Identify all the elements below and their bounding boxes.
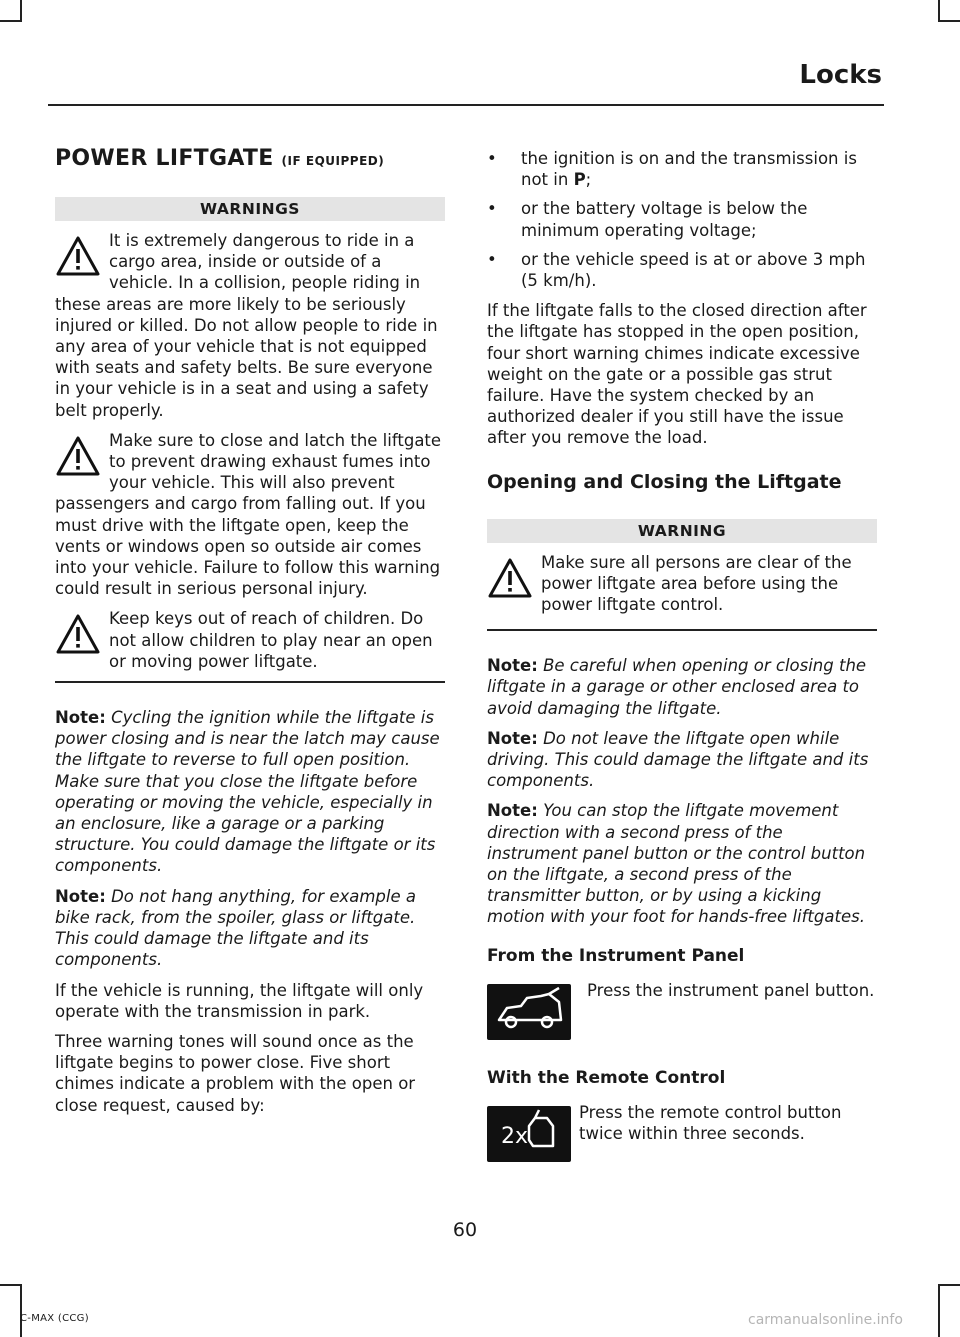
liftgate-button-icon: [487, 984, 571, 1040]
warning-triangle-icon: [55, 434, 101, 480]
warning-header: WARNING: [487, 519, 877, 543]
warnings-header: WARNINGS: [55, 197, 445, 221]
warning-block: [55, 430, 445, 600]
note-label: Note:: [487, 728, 538, 748]
note: [487, 655, 877, 719]
warning-block: [55, 608, 445, 672]
list-item-text: or the vehicle speed is at or above 3 mph (5 km/h).: [521, 249, 866, 291]
warning-text: Make sure to close and latch the liftgate to prevent drawing exhaust fumes into your vehicle. This will also prevent passengers and cargo from falling out. If you must drive with the liftgate open, keep the vents or windows open so outside air comes into your vehicle. Failure to follow this warning could result in serious personal injury.: [55, 430, 442, 599]
left-column: [55, 146, 445, 1125]
paragraph-tones: Three warning tones will sound once as the liftgate begins to power close. Five short chimes indicate a problem with the open or close request, caused by:: [55, 1031, 416, 1115]
section-title-text: POWER LIFTGATE: [55, 146, 274, 171]
note-text: Do not hang anything, for example a bike rack, from the spoiler, glass or liftgate. This could damage the liftgate and its components.: [55, 886, 416, 970]
note-label: Note:: [487, 801, 538, 821]
crop-mark: [938, 20, 960, 22]
crop-mark: [938, 0, 940, 22]
note-label: Note:: [55, 708, 106, 728]
warning-text: Keep keys out of reach of children. Do not allow children to play near an open or moving power liftgate.: [109, 609, 433, 671]
remote-icon-label: 2x: [501, 1123, 529, 1149]
bullet-marker: •: [487, 149, 497, 168]
list-item: [487, 148, 877, 190]
cause-list: [487, 148, 877, 291]
bullet-marker: •: [487, 199, 497, 219]
warnings-divider: [55, 681, 445, 683]
list-item: [487, 198, 877, 240]
note-text: Cycling the ignition while the liftgate is power closing and is near the latch may cause the liftgate to reverse to full open position. Make sure that you close the liftgate before operating or moving the vehicle, especially in an enclosure, like a garage or a parking structure. You could damage the liftgate or its components.: [55, 708, 440, 876]
crop-mark: [20, 0, 22, 22]
page-header-title: Locks: [799, 60, 882, 90]
list-item-bold: P: [573, 170, 586, 190]
crop-mark: [938, 1284, 960, 1286]
note: [487, 800, 877, 927]
note-label: Note:: [487, 656, 538, 676]
warning-triangle-icon: [55, 234, 101, 280]
note: [55, 707, 445, 877]
right-column: [487, 148, 877, 1174]
warning-triangle-icon: [55, 612, 101, 658]
warning-text: Make sure all persons are clear of the power liftgate area before using the power liftgate control.: [541, 552, 852, 615]
list-item-text: or the battery voltage is below the minimum operating voltage;: [521, 199, 808, 240]
paragraph-fall: If the liftgate falls to the closed direction after the liftgate has stopped in the open position, four short warning chimes indicate excessive weight on the gate or a possible gas strut failure. Have the system checked by an authorized dealer if you still have the issue after you remove the load.: [487, 301, 867, 448]
crop-mark: [938, 1284, 940, 1337]
section-title-qualifier: (IF EQUIPPED): [281, 154, 385, 168]
footer-model: C-MAX (CCG): [20, 1313, 89, 1324]
instrument-panel-title: From the Instrument Panel: [487, 945, 745, 966]
warning-block: [487, 552, 877, 616]
crop-mark: [0, 20, 22, 22]
remote-control-text: Press the remote control button twice within three seconds.: [579, 1102, 842, 1143]
watermark: carmanualsonline.info: [748, 1312, 903, 1328]
list-item: [487, 249, 877, 291]
remote-control-title: With the Remote Control: [487, 1067, 726, 1088]
page-number: 60: [452, 1219, 478, 1241]
list-item-text: the ignition is on and the transmission is not in: [521, 149, 857, 190]
section-title: [55, 146, 445, 171]
note-label: Note:: [55, 886, 106, 906]
warning-divider: [487, 629, 877, 631]
warning-block: [55, 230, 445, 421]
note-text: You can stop the liftgate movement direction with a second press of the instrument panel button or the control button on the liftgate, a second press of the transmitter button, or by using a kicking motion with your foot for hands-free liftgates.: [487, 801, 866, 927]
header-rule: [48, 104, 884, 106]
list-item-after: ;: [585, 170, 592, 190]
crop-mark: [0, 1284, 22, 1286]
note: [55, 886, 445, 971]
note-text: Be careful when opening or closing the liftgate in a garage or other enclosed area to avoid damaging the liftgate.: [487, 656, 867, 718]
note-text: Do not leave the liftgate open while driving. This could damage the liftgate and its components.: [487, 728, 869, 791]
crop-mark: [20, 1284, 22, 1337]
subsection-title: Opening and Closing the Liftgate: [487, 470, 842, 493]
remote-control-row: [487, 1102, 877, 1166]
instrument-panel-text: Press the instrument panel button.: [587, 980, 875, 1000]
instrument-panel-row: [487, 980, 877, 1044]
note: [487, 728, 877, 792]
bullet-marker: •: [487, 249, 497, 269]
warning-triangle-icon: [487, 556, 533, 602]
warning-text: It is extremely dangerous to ride in a cargo area, inside or outside of a vehicle. In a collision, people riding in these areas are more likely to be seriously injured or killed. Do not allow people to ride in any area of your vehicle that is not equipped with seats and safety belts. Be sure everyone in your vehicle is in a seat and using a safety belt properly.: [55, 231, 438, 420]
remote-liftgate-icon: [487, 1106, 571, 1162]
paragraph-park: If the vehicle is running, the liftgate will only operate with the transmission in park.: [55, 980, 424, 1021]
